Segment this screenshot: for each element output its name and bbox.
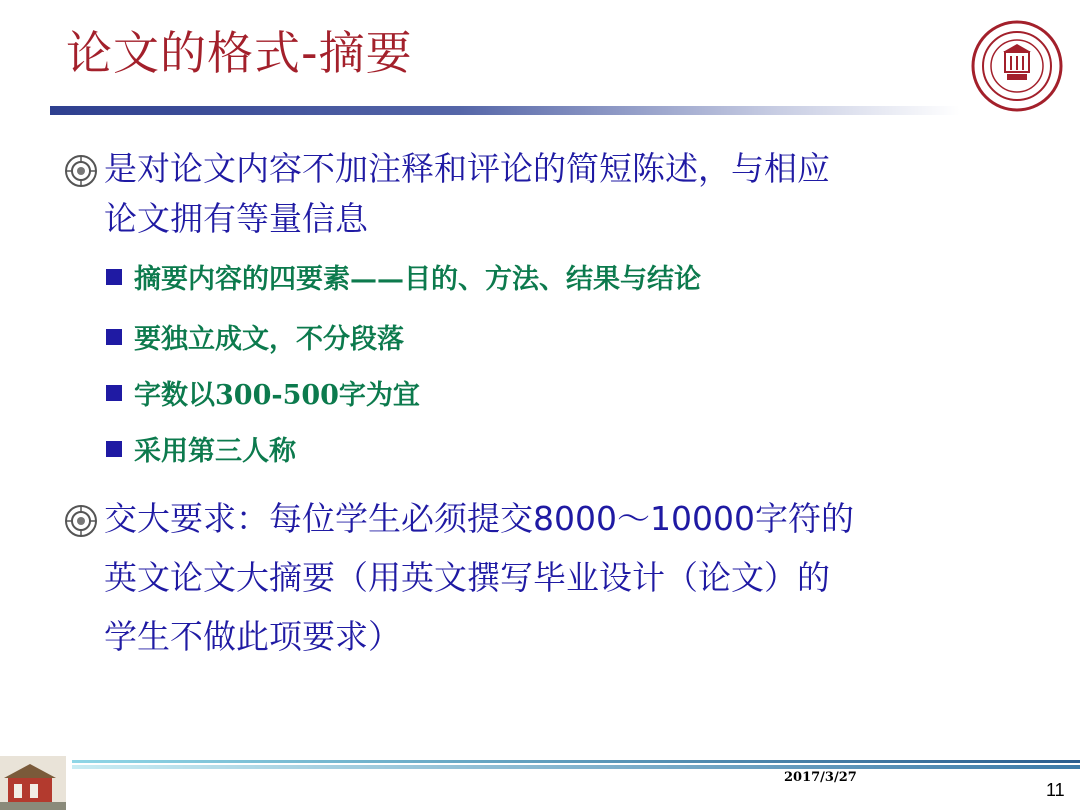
sub-bullet-text: 采用第三人称	[134, 436, 296, 467]
bullet-line: 交大要求：每位学生必须提交8000～10000字符的	[104, 499, 854, 538]
square-bullet-icon	[106, 329, 122, 345]
square-bullet-icon	[106, 441, 122, 457]
flower-bullet-icon	[64, 154, 98, 188]
sub-bullet	[106, 322, 404, 358]
sub-bullet	[106, 262, 701, 298]
bullet-line: 论文拥有等量信息	[104, 199, 368, 238]
footer-rule	[72, 765, 1080, 769]
bullet-requirement	[64, 494, 1034, 662]
university-seal-icon	[967, 16, 1067, 116]
bullet-definition	[64, 144, 1034, 244]
sub-bullet-text: 要独立成文，不分段落	[134, 324, 404, 355]
sub-bullet	[106, 378, 420, 414]
bullet-line: 是对论文内容不加注释和评论的简短陈述，与相应	[104, 149, 830, 188]
sub-bullet-text: 字数以300-500字为宜	[134, 380, 420, 411]
sub-bullet-text: 摘要内容的四要素——目的、方法、结果与结论	[134, 264, 701, 295]
slide-title: 论文的格式-摘要	[66, 26, 413, 80]
title-underline	[50, 106, 960, 115]
square-bullet-icon	[106, 385, 122, 401]
square-bullet-icon	[106, 269, 122, 285]
footer-rule	[72, 760, 1080, 763]
campus-photo-icon	[0, 756, 66, 810]
flower-bullet-icon	[64, 504, 98, 538]
bullet-line: 英文论文大摘要（用英文撰写毕业设计（论文）的	[104, 558, 830, 597]
bullet-line: 学生不做此项要求）	[104, 617, 401, 656]
footer-date: 2017/3/27	[784, 770, 857, 785]
page-number: 11	[1046, 780, 1065, 800]
sub-bullet	[106, 434, 296, 470]
